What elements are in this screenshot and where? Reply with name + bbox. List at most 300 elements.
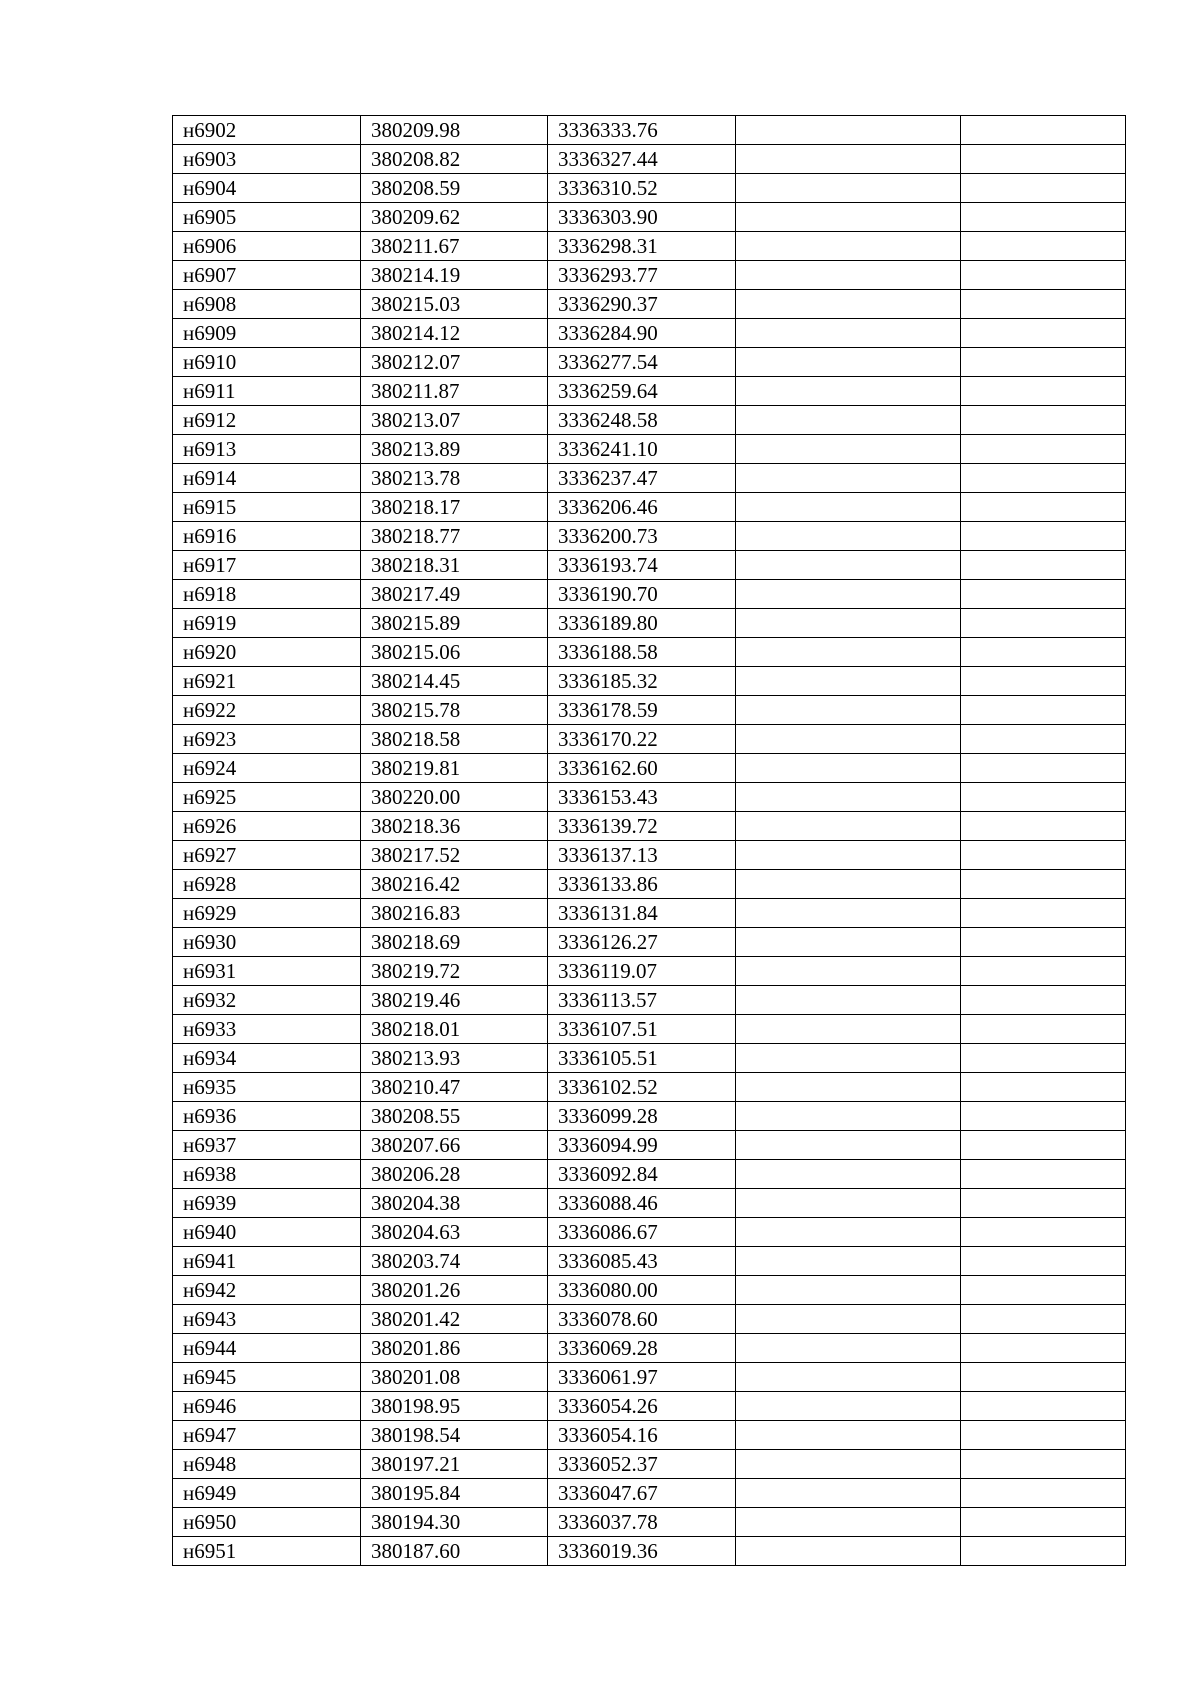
point-id-cell: н6928 xyxy=(173,870,361,899)
table-row xyxy=(173,1392,1126,1421)
empty-cell-4 xyxy=(736,1073,961,1102)
point-id-cell: н6920 xyxy=(173,638,361,667)
y-coordinate-cell: 3336054.26 xyxy=(548,1392,736,1421)
empty-cell-5 xyxy=(961,870,1126,899)
empty-cell-4 xyxy=(736,1450,961,1479)
empty-cell-4 xyxy=(736,638,961,667)
y-coordinate-cell: 3336094.99 xyxy=(548,1131,736,1160)
table-row xyxy=(173,957,1126,986)
table-row xyxy=(173,783,1126,812)
table-row xyxy=(173,1305,1126,1334)
empty-cell-5 xyxy=(961,377,1126,406)
empty-cell-5 xyxy=(961,1305,1126,1334)
point-id-cell: н6917 xyxy=(173,551,361,580)
point-id-cell: н6948 xyxy=(173,1450,361,1479)
y-coordinate-cell: 3336131.84 xyxy=(548,899,736,928)
empty-cell-4 xyxy=(736,1537,961,1566)
empty-cell-4 xyxy=(736,725,961,754)
empty-cell-4 xyxy=(736,522,961,551)
empty-cell-4 xyxy=(736,1392,961,1421)
empty-cell-5 xyxy=(961,783,1126,812)
empty-cell-5 xyxy=(961,928,1126,957)
table-row xyxy=(173,551,1126,580)
table-row xyxy=(173,1044,1126,1073)
empty-cell-4 xyxy=(736,1131,961,1160)
table-row xyxy=(173,1073,1126,1102)
empty-cell-4 xyxy=(736,870,961,899)
y-coordinate-cell: 3336190.70 xyxy=(548,580,736,609)
point-id-cell: н6902 xyxy=(173,116,361,145)
table-row xyxy=(173,174,1126,203)
empty-cell-5 xyxy=(961,116,1126,145)
point-id-cell: н6913 xyxy=(173,435,361,464)
empty-cell-5 xyxy=(961,609,1126,638)
empty-cell-4 xyxy=(736,1160,961,1189)
empty-cell-5 xyxy=(961,1479,1126,1508)
empty-cell-5 xyxy=(961,841,1126,870)
y-coordinate-cell: 3336054.16 xyxy=(548,1421,736,1450)
x-coordinate-cell: 380215.78 xyxy=(361,696,548,725)
x-coordinate-cell: 380201.86 xyxy=(361,1334,548,1363)
point-id-cell: н6910 xyxy=(173,348,361,377)
x-coordinate-cell: 380219.72 xyxy=(361,957,548,986)
empty-cell-4 xyxy=(736,406,961,435)
y-coordinate-cell: 3336153.43 xyxy=(548,783,736,812)
y-coordinate-cell: 3336102.52 xyxy=(548,1073,736,1102)
y-coordinate-cell: 3336119.07 xyxy=(548,957,736,986)
empty-cell-5 xyxy=(961,435,1126,464)
x-coordinate-cell: 380218.17 xyxy=(361,493,548,522)
table-row xyxy=(173,1508,1126,1537)
empty-cell-4 xyxy=(736,1479,961,1508)
x-coordinate-cell: 380194.30 xyxy=(361,1508,548,1537)
y-coordinate-cell: 3336333.76 xyxy=(548,116,736,145)
empty-cell-4 xyxy=(736,957,961,986)
empty-cell-5 xyxy=(961,1508,1126,1537)
x-coordinate-cell: 380214.19 xyxy=(361,261,548,290)
point-id-cell: н6938 xyxy=(173,1160,361,1189)
point-id-cell: н6924 xyxy=(173,754,361,783)
x-coordinate-cell: 380187.60 xyxy=(361,1537,548,1566)
empty-cell-5 xyxy=(961,1102,1126,1131)
x-coordinate-cell: 380201.08 xyxy=(361,1363,548,1392)
empty-cell-4 xyxy=(736,1305,961,1334)
point-id-cell: н6912 xyxy=(173,406,361,435)
empty-cell-4 xyxy=(736,174,961,203)
point-id-cell: н6931 xyxy=(173,957,361,986)
y-coordinate-cell: 3336069.28 xyxy=(548,1334,736,1363)
point-id-cell: н6939 xyxy=(173,1189,361,1218)
point-id-cell: н6915 xyxy=(173,493,361,522)
empty-cell-4 xyxy=(736,1421,961,1450)
table-row xyxy=(173,812,1126,841)
x-coordinate-cell: 380211.87 xyxy=(361,377,548,406)
y-coordinate-cell: 3336200.73 xyxy=(548,522,736,551)
empty-cell-5 xyxy=(961,319,1126,348)
empty-cell-4 xyxy=(736,812,961,841)
y-coordinate-cell: 3336170.22 xyxy=(548,725,736,754)
x-coordinate-cell: 380218.77 xyxy=(361,522,548,551)
x-coordinate-cell: 380216.83 xyxy=(361,899,548,928)
y-coordinate-cell: 3336293.77 xyxy=(548,261,736,290)
table-row xyxy=(173,725,1126,754)
point-id-cell: н6903 xyxy=(173,145,361,174)
empty-cell-4 xyxy=(736,493,961,522)
table-row xyxy=(173,464,1126,493)
y-coordinate-cell: 3336133.86 xyxy=(548,870,736,899)
empty-cell-5 xyxy=(961,1015,1126,1044)
x-coordinate-cell: 380209.98 xyxy=(361,116,548,145)
point-id-cell: н6904 xyxy=(173,174,361,203)
point-id-cell: н6933 xyxy=(173,1015,361,1044)
empty-cell-5 xyxy=(961,1276,1126,1305)
table-row xyxy=(173,290,1126,319)
table-row xyxy=(173,377,1126,406)
x-coordinate-cell: 380213.78 xyxy=(361,464,548,493)
point-id-cell: н6929 xyxy=(173,899,361,928)
y-coordinate-cell: 3336277.54 xyxy=(548,348,736,377)
x-coordinate-cell: 380220.00 xyxy=(361,783,548,812)
y-coordinate-cell: 3336290.37 xyxy=(548,290,736,319)
table-row xyxy=(173,406,1126,435)
table-row xyxy=(173,986,1126,1015)
table-row xyxy=(173,319,1126,348)
x-coordinate-cell: 380210.47 xyxy=(361,1073,548,1102)
point-id-cell: н6927 xyxy=(173,841,361,870)
x-coordinate-cell: 380214.12 xyxy=(361,319,548,348)
x-coordinate-cell: 380214.45 xyxy=(361,667,548,696)
empty-cell-4 xyxy=(736,1276,961,1305)
empty-cell-4 xyxy=(736,841,961,870)
point-id-cell: н6906 xyxy=(173,232,361,261)
x-coordinate-cell: 380215.89 xyxy=(361,609,548,638)
empty-cell-5 xyxy=(961,1392,1126,1421)
empty-cell-5 xyxy=(961,957,1126,986)
x-coordinate-cell: 380203.74 xyxy=(361,1247,548,1276)
table-row xyxy=(173,841,1126,870)
table-row xyxy=(173,1537,1126,1566)
y-coordinate-cell: 3336284.90 xyxy=(548,319,736,348)
table-row xyxy=(173,609,1126,638)
point-id-cell: н6935 xyxy=(173,1073,361,1102)
empty-cell-5 xyxy=(961,725,1126,754)
y-coordinate-cell: 3336085.43 xyxy=(548,1247,736,1276)
point-id-cell: н6932 xyxy=(173,986,361,1015)
table-row xyxy=(173,348,1126,377)
x-coordinate-cell: 380216.42 xyxy=(361,870,548,899)
y-coordinate-cell: 3336206.46 xyxy=(548,493,736,522)
point-id-cell: н6909 xyxy=(173,319,361,348)
x-coordinate-cell: 380215.03 xyxy=(361,290,548,319)
empty-cell-4 xyxy=(736,754,961,783)
empty-cell-4 xyxy=(736,1247,961,1276)
empty-cell-5 xyxy=(961,522,1126,551)
point-id-cell: н6941 xyxy=(173,1247,361,1276)
table-row xyxy=(173,696,1126,725)
empty-cell-5 xyxy=(961,203,1126,232)
point-id-cell: н6925 xyxy=(173,783,361,812)
point-id-cell: н6937 xyxy=(173,1131,361,1160)
empty-cell-5 xyxy=(961,1537,1126,1566)
table-row xyxy=(173,754,1126,783)
y-coordinate-cell: 3336047.67 xyxy=(548,1479,736,1508)
point-id-cell: н6923 xyxy=(173,725,361,754)
empty-cell-4 xyxy=(736,1508,961,1537)
x-coordinate-cell: 380213.89 xyxy=(361,435,548,464)
x-coordinate-cell: 380213.93 xyxy=(361,1044,548,1073)
y-coordinate-cell: 3336088.46 xyxy=(548,1189,736,1218)
empty-cell-4 xyxy=(736,1189,961,1218)
x-coordinate-cell: 380211.67 xyxy=(361,232,548,261)
point-id-cell: н6921 xyxy=(173,667,361,696)
table-row xyxy=(173,435,1126,464)
y-coordinate-cell: 3336086.67 xyxy=(548,1218,736,1247)
empty-cell-5 xyxy=(961,348,1126,377)
empty-cell-5 xyxy=(961,290,1126,319)
x-coordinate-cell: 380208.59 xyxy=(361,174,548,203)
empty-cell-5 xyxy=(961,145,1126,174)
y-coordinate-cell: 3336107.51 xyxy=(548,1015,736,1044)
empty-cell-5 xyxy=(961,638,1126,667)
empty-cell-4 xyxy=(736,1102,961,1131)
x-coordinate-cell: 380217.52 xyxy=(361,841,548,870)
x-coordinate-cell: 380215.06 xyxy=(361,638,548,667)
y-coordinate-cell: 3336162.60 xyxy=(548,754,736,783)
empty-cell-5 xyxy=(961,754,1126,783)
y-coordinate-cell: 3336061.97 xyxy=(548,1363,736,1392)
y-coordinate-cell: 3336113.57 xyxy=(548,986,736,1015)
empty-cell-5 xyxy=(961,493,1126,522)
point-id-cell: н6930 xyxy=(173,928,361,957)
empty-cell-4 xyxy=(736,203,961,232)
empty-cell-5 xyxy=(961,1073,1126,1102)
table-row xyxy=(173,522,1126,551)
x-coordinate-cell: 380209.62 xyxy=(361,203,548,232)
empty-cell-5 xyxy=(961,1044,1126,1073)
y-coordinate-cell: 3336303.90 xyxy=(548,203,736,232)
empty-cell-4 xyxy=(736,145,961,174)
x-coordinate-cell: 380219.46 xyxy=(361,986,548,1015)
x-coordinate-cell: 380197.21 xyxy=(361,1450,548,1479)
empty-cell-4 xyxy=(736,435,961,464)
table-row xyxy=(173,1247,1126,1276)
empty-cell-4 xyxy=(736,899,961,928)
y-coordinate-cell: 3336327.44 xyxy=(548,145,736,174)
table-row xyxy=(173,1421,1126,1450)
empty-cell-4 xyxy=(736,319,961,348)
point-id-cell: н6926 xyxy=(173,812,361,841)
empty-cell-5 xyxy=(961,464,1126,493)
empty-cell-5 xyxy=(961,1189,1126,1218)
y-coordinate-cell: 3336105.51 xyxy=(548,1044,736,1073)
empty-cell-4 xyxy=(736,1334,961,1363)
empty-cell-4 xyxy=(736,1218,961,1247)
empty-cell-4 xyxy=(736,1015,961,1044)
table-row xyxy=(173,116,1126,145)
x-coordinate-cell: 380198.54 xyxy=(361,1421,548,1450)
table-row xyxy=(173,1102,1126,1131)
x-coordinate-cell: 380218.01 xyxy=(361,1015,548,1044)
point-id-cell: н6951 xyxy=(173,1537,361,1566)
y-coordinate-cell: 3336078.60 xyxy=(548,1305,736,1334)
empty-cell-5 xyxy=(961,1334,1126,1363)
point-id-cell: н6911 xyxy=(173,377,361,406)
x-coordinate-cell: 380218.31 xyxy=(361,551,548,580)
table-row xyxy=(173,580,1126,609)
y-coordinate-cell: 3336137.13 xyxy=(548,841,736,870)
x-coordinate-cell: 380217.49 xyxy=(361,580,548,609)
point-id-cell: н6949 xyxy=(173,1479,361,1508)
table-row xyxy=(173,1015,1126,1044)
table-row xyxy=(173,1479,1126,1508)
empty-cell-4 xyxy=(736,551,961,580)
empty-cell-5 xyxy=(961,696,1126,725)
empty-cell-5 xyxy=(961,1363,1126,1392)
empty-cell-4 xyxy=(736,261,961,290)
y-coordinate-cell: 3336248.58 xyxy=(548,406,736,435)
table-row xyxy=(173,899,1126,928)
point-id-cell: н6905 xyxy=(173,203,361,232)
y-coordinate-cell: 3336019.36 xyxy=(548,1537,736,1566)
y-coordinate-cell: 3336310.52 xyxy=(548,174,736,203)
x-coordinate-cell: 380207.66 xyxy=(361,1131,548,1160)
empty-cell-4 xyxy=(736,232,961,261)
x-coordinate-cell: 380201.42 xyxy=(361,1305,548,1334)
empty-cell-5 xyxy=(961,406,1126,435)
y-coordinate-cell: 3336052.37 xyxy=(548,1450,736,1479)
point-id-cell: н6940 xyxy=(173,1218,361,1247)
empty-cell-4 xyxy=(736,928,961,957)
empty-cell-4 xyxy=(736,290,961,319)
empty-cell-4 xyxy=(736,696,961,725)
point-id-cell: н6947 xyxy=(173,1421,361,1450)
coordinates-table xyxy=(172,115,1126,1566)
x-coordinate-cell: 380212.07 xyxy=(361,348,548,377)
y-coordinate-cell: 3336178.59 xyxy=(548,696,736,725)
empty-cell-5 xyxy=(961,232,1126,261)
empty-cell-4 xyxy=(736,783,961,812)
table-row xyxy=(173,145,1126,174)
y-coordinate-cell: 3336185.32 xyxy=(548,667,736,696)
x-coordinate-cell: 380204.63 xyxy=(361,1218,548,1247)
table-row xyxy=(173,1189,1126,1218)
empty-cell-4 xyxy=(736,348,961,377)
empty-cell-5 xyxy=(961,812,1126,841)
point-id-cell: н6908 xyxy=(173,290,361,319)
x-coordinate-cell: 380218.58 xyxy=(361,725,548,754)
table-row xyxy=(173,1160,1126,1189)
empty-cell-5 xyxy=(961,1247,1126,1276)
empty-cell-4 xyxy=(736,464,961,493)
table-row xyxy=(173,261,1126,290)
table-row xyxy=(173,870,1126,899)
y-coordinate-cell: 3336259.64 xyxy=(548,377,736,406)
empty-cell-5 xyxy=(961,667,1126,696)
point-id-cell: н6936 xyxy=(173,1102,361,1131)
x-coordinate-cell: 380208.55 xyxy=(361,1102,548,1131)
point-id-cell: н6950 xyxy=(173,1508,361,1537)
empty-cell-4 xyxy=(736,377,961,406)
point-id-cell: н6918 xyxy=(173,580,361,609)
point-id-cell: н6916 xyxy=(173,522,361,551)
point-id-cell: н6943 xyxy=(173,1305,361,1334)
x-coordinate-cell: 380195.84 xyxy=(361,1479,548,1508)
empty-cell-4 xyxy=(736,609,961,638)
empty-cell-4 xyxy=(736,1363,961,1392)
empty-cell-5 xyxy=(961,1160,1126,1189)
empty-cell-5 xyxy=(961,1450,1126,1479)
empty-cell-5 xyxy=(961,1131,1126,1160)
x-coordinate-cell: 380219.81 xyxy=(361,754,548,783)
y-coordinate-cell: 3336188.58 xyxy=(548,638,736,667)
x-coordinate-cell: 380213.07 xyxy=(361,406,548,435)
y-coordinate-cell: 3336126.27 xyxy=(548,928,736,957)
point-id-cell: н6942 xyxy=(173,1276,361,1305)
empty-cell-4 xyxy=(736,1044,961,1073)
y-coordinate-cell: 3336189.80 xyxy=(548,609,736,638)
empty-cell-4 xyxy=(736,580,961,609)
table-row xyxy=(173,232,1126,261)
table-row xyxy=(173,1218,1126,1247)
empty-cell-4 xyxy=(736,667,961,696)
empty-cell-5 xyxy=(961,551,1126,580)
empty-cell-4 xyxy=(736,116,961,145)
empty-cell-5 xyxy=(961,1218,1126,1247)
x-coordinate-cell: 380206.28 xyxy=(361,1160,548,1189)
x-coordinate-cell: 380198.95 xyxy=(361,1392,548,1421)
empty-cell-5 xyxy=(961,1421,1126,1450)
table-row xyxy=(173,493,1126,522)
x-coordinate-cell: 380218.69 xyxy=(361,928,548,957)
point-id-cell: н6914 xyxy=(173,464,361,493)
y-coordinate-cell: 3336139.72 xyxy=(548,812,736,841)
y-coordinate-cell: 3336237.47 xyxy=(548,464,736,493)
point-id-cell: н6907 xyxy=(173,261,361,290)
point-id-cell: н6919 xyxy=(173,609,361,638)
table-row xyxy=(173,1334,1126,1363)
point-id-cell: н6944 xyxy=(173,1334,361,1363)
table-row xyxy=(173,1450,1126,1479)
table-row xyxy=(173,638,1126,667)
x-coordinate-cell: 380201.26 xyxy=(361,1276,548,1305)
empty-cell-4 xyxy=(736,986,961,1015)
coordinates-table-body xyxy=(173,116,1126,1566)
y-coordinate-cell: 3336037.78 xyxy=(548,1508,736,1537)
table-row xyxy=(173,928,1126,957)
x-coordinate-cell: 380204.38 xyxy=(361,1189,548,1218)
table-row xyxy=(173,667,1126,696)
empty-cell-5 xyxy=(961,899,1126,928)
table-row xyxy=(173,203,1126,232)
point-id-cell: н6922 xyxy=(173,696,361,725)
point-id-cell: н6946 xyxy=(173,1392,361,1421)
empty-cell-5 xyxy=(961,174,1126,203)
table-row xyxy=(173,1363,1126,1392)
table-row xyxy=(173,1276,1126,1305)
y-coordinate-cell: 3336092.84 xyxy=(548,1160,736,1189)
y-coordinate-cell: 3336298.31 xyxy=(548,232,736,261)
empty-cell-5 xyxy=(961,261,1126,290)
y-coordinate-cell: 3336241.10 xyxy=(548,435,736,464)
empty-cell-5 xyxy=(961,986,1126,1015)
x-coordinate-cell: 380208.82 xyxy=(361,145,548,174)
y-coordinate-cell: 3336193.74 xyxy=(548,551,736,580)
y-coordinate-cell: 3336099.28 xyxy=(548,1102,736,1131)
table-row xyxy=(173,1131,1126,1160)
empty-cell-5 xyxy=(961,580,1126,609)
point-id-cell: н6934 xyxy=(173,1044,361,1073)
point-id-cell: н6945 xyxy=(173,1363,361,1392)
